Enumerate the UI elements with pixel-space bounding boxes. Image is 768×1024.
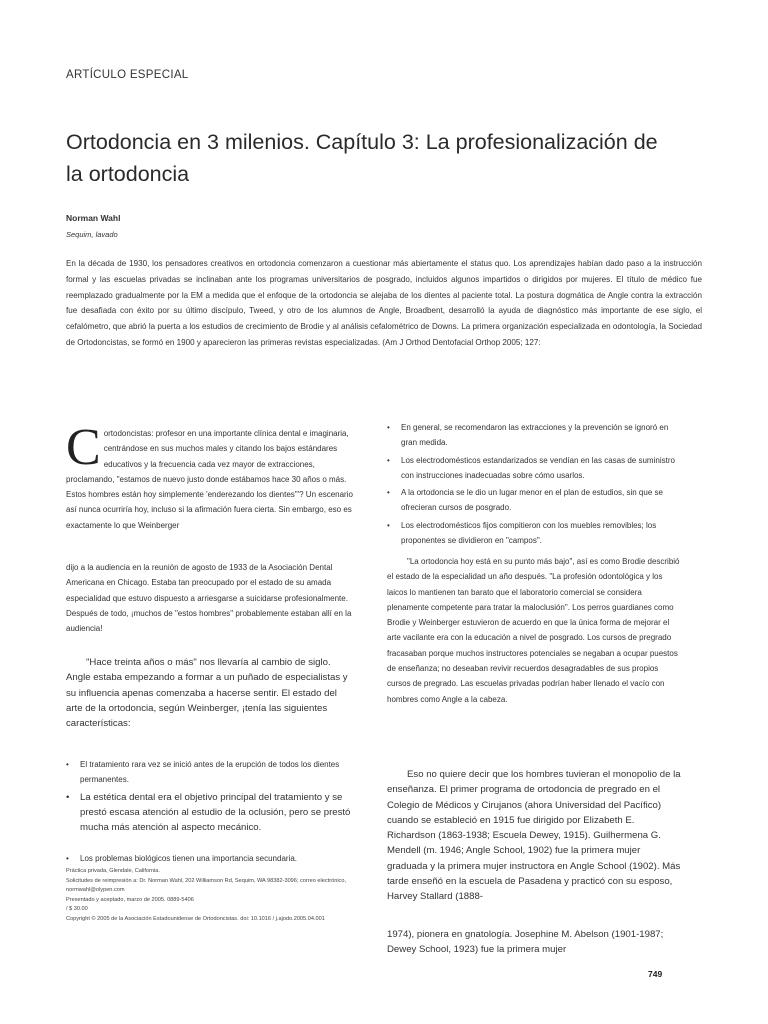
article-title: Ortodoncia en 3 milenios. Capítulo 3: La profesionalización de la ortodoncia (66, 130, 658, 186)
author-affiliation: Sequim, lavado (66, 230, 118, 239)
abstract: En la década de 1930, los pensadores creativos en ortodoncia comenzaron a cuestionar más abiertamente el status quo. Los aprendizajes habían dado paso a la instrucción formal y las escuelas privadas se inclinaban ante los programas universitarios de posgrado, incluidos algunos impartidos o dirigidos por mujeres. El título de médico fue reemplazado gradualmente por la EM a medida que el enfoque de la ortodoncia se alejaba de los dientes al paciente total. La postura dogmática de Angle contra la extracción fue desafiada con éxito por su último discípulo, Tweed, y otro de los alumnos de Angle, Broadbent, desarrolló la ayuda de diagnóstico más importante de ese siglo, el cefalómetro, que abrió la puerta a los estudios de crecimiento de Brodie y al análisis cefalométrico de Downs. La primera organización especializada en odontología, la Sociedad de Ortodoncistas, se formó en 1900 y aparecieron las primeras revistas especializadas. (Am J Orthod Dentofacial Orthop 2005; 127: (66, 259, 702, 347)
right-paragraph-2: Eso no quiere decir que los hombres tuvieran el monopolio de la enseñanza. El primer programa de ortodoncia de pregrado en el Colegio de Médicos y Cirujanos (ahora Universidad del Pacífico) cuando se estableció en 1915 fue dirigido por Elizabeth E. Richardson (1863-1938; Escuela Dewey, 1915). Guilhermena G. Mendell (m. 1946; Angle School, 1902) fue la primera mujer graduada y la primera mujer instructora en Angle School (1902). Más tarde enseñó en la escuela de Pasadena y practicó con su esposo, Harvey Stallard (1888- (387, 769, 681, 903)
author-name: Norman Wahl (66, 213, 121, 223)
page-number: 749 (648, 969, 663, 979)
intro-text: ortodoncistas: profesor en una importante clínica dental e imaginaria, centrándose en sus muchos males y citando los bajos estándares educativos y la frecuencia cada vez mayor de extracciones, proclamando, "estamos de nuevo justo donde estábamos hace 30 años o más. Estos hombres están hoy simplemente 'enderezando los dientes'"? Un escenario así nunca ocurriría hoy, incluso si la afirmación fuera cierta. Sin embargo, eso es exactamente lo que Weinberger (66, 429, 353, 530)
left-paragraph-2: dijo a la audiencia en la reunión de agosto de 1933 de la Asociación Dental Americana en Chicago. Estaba tan preocupado por el estado de su amada especialidad que estuvo dispuesto a arriesgarse a suicidarse profesionalmente. Después de todo, ¡muchos de "estos hombres" probablemente estaban allí en la audiencia! (66, 563, 352, 634)
footnote-line: / $ 30.00 (66, 906, 88, 913)
section-label: ARTÍCULO ESPECIAL (66, 69, 189, 81)
right-bullet-list (387, 420, 682, 550)
right-paragraph-1: "La ortodoncia hoy está en su punto más bajo", así es como Brodie describió el estado de la especialidad un año después. "La profesión odontológica y los laicos lo mantienen tan barato que el laboratorio comercial se considera plenamente competente para tratar la maloclusión". Los perros guardianes como Brodie y Weinberger estuvieron de acuerdo en que la única forma de mejorar el arte vacilante era con la educación a nivel de posgrado. Los cursos de pregrado fracasaban porque muchos instructores potenciales se negaban a ocupar puestos de enseñanza; no deseaban revivir recuerdos desagradables de sus propios cursos de pregrado. Las escuelas privadas podrían haber llenado el vacío con hombres como Angle a la cabeza. (387, 557, 680, 704)
drop-cap: C (66, 419, 101, 476)
list-item: • Los electrodomésticos estandarizados se vendían en las casas de suministro con instrucciones inadecuadas sobre cómo usarlos. (387, 453, 682, 484)
list-item: • La estética dental era el objetivo principal del tratamiento y se prestó escasa atención al estudio de la oclusión, pero se prestó mucha más atención al aspecto mecánico. (66, 790, 356, 836)
list-item: • El tratamiento rara vez se inició antes de la erupción de todos los dientes permanentes. (66, 757, 356, 788)
left-bullet-last (66, 851, 356, 868)
list-item: • En general, se recomendaron las extracciones y la prevención se ignoró en gran medida. (387, 420, 682, 451)
list-item: • A la ortodoncia se le dio un lugar menor en el plan de estudios, sin que se ofrecieran cursos de posgrado. (387, 485, 682, 516)
left-bullet-list (66, 757, 356, 837)
right-paragraph-3: 1974), pionera en gnatología. Josephine M. Abelson (1901-1987; Dewey School, 1923) fue la primera mujer (387, 929, 664, 956)
list-item: • Los problemas biológicos tienen una importancia secundaria. (66, 851, 356, 866)
footnote-line: Presentado y aceptado, marzo de 2005. 0889-5406 (66, 896, 194, 903)
footnote-line: Solicitudes de reimpresión a: Dr. Norman Wahl, 202 Williamson Rd, Sequim, WA 98382-3096; correo electrónico, normwahl@olypen.com (66, 877, 347, 894)
footnote-line: Copyright © 2005 de la Asociación Estadounidense de Ortodoncistas. doi: 10.1016 / j.ajodo.2005.04.001 (66, 915, 325, 922)
intro-paragraph (66, 419, 356, 533)
footnote-line: Práctica privada, Glendale, California. (66, 868, 160, 874)
left-paragraph-3: "Hace treinta años o más" nos llevaría al cambio de siglo. Angle estaba empezando a formar a un puñado de especialistas y su influencia apenas comenzaba a hacerse sentir. El estado del arte de la ortodoncia, según Weinberger, ¡tenía las siguientes características: (66, 657, 348, 730)
footnote (66, 867, 356, 925)
list-item: • Los electrodomésticos fijos compitieron con los muebles removibles; los proponentes se dividieron en "campos". (387, 518, 682, 549)
